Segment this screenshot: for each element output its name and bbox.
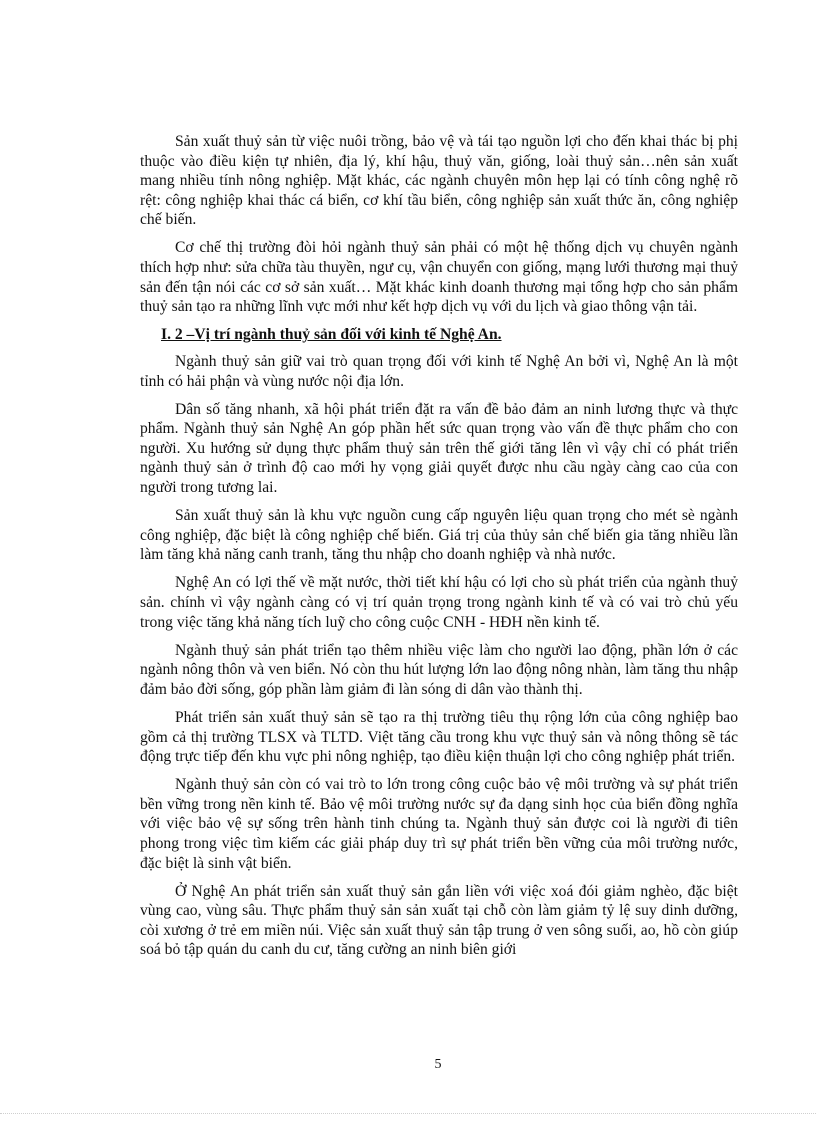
paragraph: Ở Nghệ An phát triển sản xuất thuỷ sản gắn liền với việc xoá đói giảm nghèo, đặc biệt vùng cao, vùng sâu. Thực phẩm thuỷ sản sản xuất tại chỗ còn làm giảm tỷ lệ suy dinh dưỡng, còi xương ở trẻ em miền núi. Việc sản xuất thuỷ sản tập trung ở ven sông suối, ao, hồ còn giúp soá bỏ tập quán du canh du cư, tăng cường an ninh biên giới	[140, 882, 738, 959]
page-content	[140, 132, 738, 969]
paragraph: Ngành thuỷ sản còn có vai trò to lớn trong công cuộc bảo vệ môi trường và sự phát triển bền vững trong nền kinh tế. Bảo vệ môi trường nước sự đa dạng sinh học của biển đồng nghĩa với việc bảo vệ sự sống trên hành tinh chúng ta. Ngành thuỷ sản được coi là người đi tiên phong trong việc tìm kiếm các giải pháp duy trì sự phát triển bền vững của môi trường nước, đặc biệt là sinh vật biển.	[140, 776, 738, 872]
paragraph: Cơ chế thị trường đòi hỏi ngành thuỷ sản phải có một hệ thống dịch vụ chuyên ngành thích hợp như: sửa chữa tàu thuyền, ngư cụ, vận chuyển con giống, mạng lưới thương mại thuỷ sản đến tận nói các cơ sở sản xuất… Mặt khác kinh doanh thương mại tổng hợp cho sản phẩm thuỷ sản tạo ra những lĩnh vực mới như kết hợp dịch vụ với du lịch và giao thông vận tải.	[140, 239, 738, 316]
page-number: 5	[434, 1057, 442, 1072]
paragraph: Nghệ An có lợi thế về mặt nước, thời tiết khí hậu có lợi cho sù phát triển của ngành thuỷ sản. chính vì vậy ngành càng có vị trí quản trọng trong ngành kinh tế và có vai trò chủ yếu trong việc tăng khả năng tích luỹ cho công cuộc CNH - HĐH nền kinh tế.	[140, 574, 738, 631]
paragraph: Sản xuất thuỷ sản là khu vực nguồn cung cấp nguyên liệu quan trọng cho mét sè ngành công nghiệp, đặc biệt là công nghiệp chế biến. Giá trị của thủy sản chế biến gia tăng nhiều lần làm tăng khả năng canh tranh, tăng thu nhập cho doanh nghiệp và nhà nước.	[140, 507, 738, 564]
paragraph: Ngành thuỷ sản phát triển tạo thêm nhiều việc làm cho người lao động, phần lớn ở các ngành nông thôn và ven biển. Nó còn thu hút lượng lớn lao động nông nhàn, làm tăng thu nhập đảm bảo đời sống, góp phần làm giảm đi làn sóng di dân vào thành thị.	[140, 641, 738, 698]
paragraph: Ngành thuỷ sản giữ vai trò quan trọng đối với kinh tế Nghệ An bởi vì, Nghệ An là một tỉnh có hải phận và vùng nước nội địa lớn.	[140, 352, 738, 390]
paragraph: Dân số tăng nhanh, xã hội phát triển đặt ra vấn đề bảo đảm an ninh lương thực và thực phẩm. Ngành thuỷ sản Nghệ An góp phần hết sức quan trọng vào vấn đề thực phẩm cho con người. Xu hướng sử dụng thực phẩm thuỷ sản trên thế giới tăng lên vì vậy chỉ có phát triển ngành thuỷ sản ở trình độ cao mới hy vọng giải quyết được nhu cầu ngày càng cao của con người trong tương lai.	[140, 400, 738, 496]
paragraph: Sản xuất thuỷ sản từ việc nuôi trồng, bảo vệ và tái tạo nguồn lợi cho đến khai thác bị phị thuộc vào điều kiện tự nhiên, địa lý, khí hậu, thuỷ văn, giống, loài thuỷ sản…nên sản xuất mang nhiều tính nông nghiệp. Mặt khác, các ngành chuyên môn hẹp lại có tính công nghệ rõ rệt: công nghiệp khai thác cá biển, cơ khí tầu biển, công nghiệp sản xuất thức ăn, công nghiệp chế biến.	[140, 133, 738, 229]
section-heading: I. 2 –Vị trí ngành thuỷ sản đối với kinh tế Nghệ An.	[161, 326, 502, 344]
paragraph: Phát triển sản xuất thuỷ sản sẽ tạo ra thị trường tiêu thụ rộng lớn của công nghiệp bao gồm cả thị trường TLSX và TLTD. Việt tăng cầu trong khu vực thuỷ sản và nông thông sẽ tác động trực tiếp đến khu vực phi nông nghiệp, tạo điều kiện thuận lợi cho công nghiệp phát triển.	[140, 708, 738, 766]
page-bottom-divider	[0, 1113, 816, 1114]
